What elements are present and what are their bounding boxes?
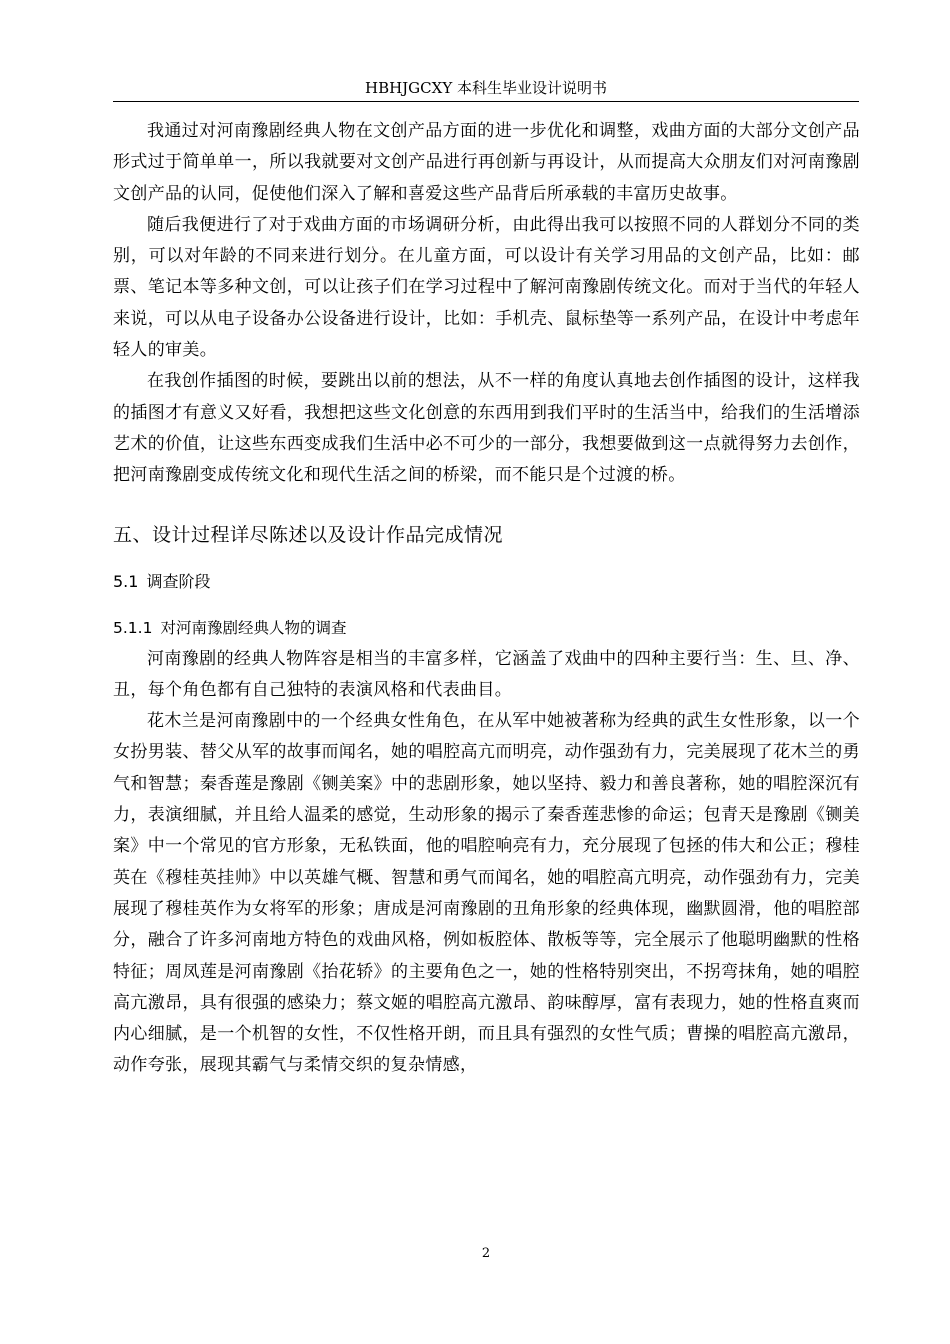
page-header-title: HBHJGCXY 本科生毕业设计说明书 [364, 79, 607, 97]
body-paragraph: 河南豫剧的经典人物阵容是相当的丰富多样，它涵盖了戏曲中的四种主要行当：生、旦、净、丑，每个角色都有自己独特的表演风格和代表曲目。 [113, 648, 860, 700]
header-divider [113, 101, 859, 102]
body-paragraph: 我通过对河南豫剧经典人物在文创产品方面的进一步优化和调整，戏曲方面的大部分文创产品形式过于简单单一，所以我就要对文创产品进行再创新与再设计，从而提高大众朋友们对河南豫剧文创产品的认同，促使他们深入了解和喜爱这些产品背后所承载的丰富历史故事。 [113, 121, 860, 204]
subsubsection-heading [113, 614, 860, 642]
subsubsection-title: 对河南豫剧经典人物的调查 [160, 618, 347, 637]
body-paragraph: 花木兰是河南豫剧中的一个经典女性角色，在从军中她被著称为经典的武生女性形象，以一个女扮男装、替父从军的故事而闻名，她的唱腔高亢而明亮，动作强劲有力，完美展现了花木兰的勇气和智慧；秦香莲是豫剧《铡美案》中的悲剧形象，她以坚持、毅力和善良著称，她的唱腔深沉有力，表演细腻，并且给人温柔的感觉，生动形象的揭示了秦香莲悲惨的命运；包青天是豫剧《铡美案》中一个常见的官方形象，无私铁面，他的唱腔响亮有力，充分展现了包拯的伟大和公正；穆桂英在《穆桂英挂帅》中以英雄气概、智慧和勇气而闻名，她的唱腔高亢明亮，动作强劲有力，完美展现了穆桂英作为女将军的形象；唐成是河南豫剧的丑角形象的经典体现，幽默圆滑，他的唱腔部分，融合了许多河南地方特色的戏曲风格，例如板腔体、散板等等，完全展示了他聪明幽默的性格特征；周凤莲是河南豫剧《抬花轿》的主要角色之一，她的性格特别突出，不拐弯抹角，她的唱腔高亢激昂，具有很强的感染力；蔡文姬的唱腔高亢激昂、韵味醇厚，富有表现力，她的性格直爽而内心细腻，是一个机智的女性，不仅性格开朗，而且具有强烈的女性气质；曹操的唱腔高亢激昂，动作夸张，展现其霸气与柔情交织的复杂情感， [113, 711, 860, 1076]
body-paragraph: 在我创作插图的时候，要跳出以前的想法，从不一样的角度认真地去创作插图的设计，这样我的插图才有意义又好看，我想把这些文化创意的东西用到我们平时的生活当中，给我们的生活增添艺术的价值，让这些东西变成我们生活中必不可少的一部分，我想要做到这一点就得努力去创作，把河南豫剧变成传统文化和现代生活之间的桥梁，而不能只是个过渡的桥。 [113, 371, 860, 486]
subsubsection-number: 5.1.1 [113, 618, 153, 637]
page-number: 2 [481, 1246, 491, 1261]
subsection-number: 5.1 [113, 571, 139, 591]
body-paragraph: 随后我便进行了对于戏曲方面的市场调研分析，由此得出我可以按照不同的人群划分不同的类别，可以对年龄的不同来进行划分。在儿童方面，可以设计有关学习用品的文创产品，比如：邮票、笔记本等多种文创，可以让孩子们在学习过程中了解河南豫剧传统文化。而对于当代的年轻人来说，可以从电子设备办公设备进行设计，比如：手机壳、鼠标垫等一系列产品，在设计中考虑年轻人的审美。 [113, 214, 860, 361]
page-body [113, 116, 860, 1082]
subsection-heading [113, 568, 860, 596]
section-heading: 五、设计过程详尽陈述以及设计作品完成情况 [113, 523, 504, 546]
subsection-title: 调查阶段 [146, 571, 211, 591]
